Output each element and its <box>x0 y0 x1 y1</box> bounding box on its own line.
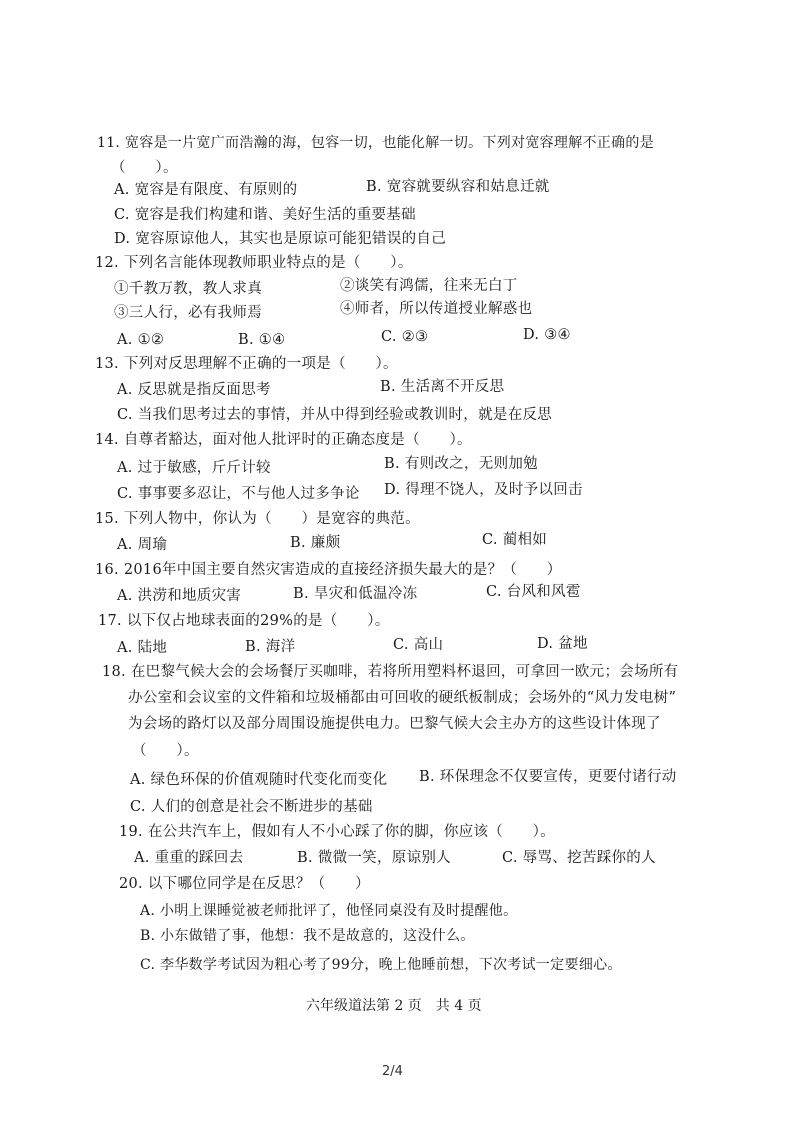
q11-stem-line1: 11. 宽容是一片宽广而浩瀚的海，包容一切，也能化解一切。下列对宽容理解不正确的是 <box>97 135 655 151</box>
q18-stem-line1: 18. 在巴黎气候大会的会场餐厅买咖啡，若将所用塑料杯退回，可拿回一欧元；会场所有 <box>102 664 679 680</box>
q13-option-c: C. 当我们思考过去的事情，并从中得到经验或教训时，就是在反思 <box>117 407 553 423</box>
q15-option-a: A. 周瑜 <box>117 537 168 553</box>
q15-stem: 15. 下列人物中，你认为（ ）是宽容的典范。 <box>95 511 420 527</box>
q11-option-d: D. 宽容原谅他人，其实也是原谅可能犯错误的自己 <box>114 231 447 247</box>
q13-stem: 13. 下列对反思理解不正确的一项是（ ）。 <box>95 356 398 372</box>
q18-stem-line4: （ ）。 <box>132 743 199 759</box>
q17-option-b: B. 海洋 <box>245 639 296 655</box>
page-footer: 六年级道法第 2 页 共 4 页 <box>306 998 482 1014</box>
q14-option-b: B. 有则改之，无则加勉 <box>384 456 538 472</box>
q20-option-c: C. 李华数学考试因为粗心考了99分，晚上他睡前想，下次考试一定要细心。 <box>140 957 622 973</box>
q19-stem: 19. 在公共汽车上，假如有人不小心踩了你的脚，你应该（ ）。 <box>119 824 556 840</box>
q13-option-a: A. 反思就是指反面思考 <box>117 382 271 398</box>
q14-option-d: D. 得理不饶人，及时予以回击 <box>384 482 583 498</box>
q17-option-a: A. 陆地 <box>117 640 168 656</box>
q11-option-b: B. 宽容就要纵容和姑息迁就 <box>366 179 550 195</box>
q18-option-c: C. 人们的创意是社会不断进步的基础 <box>130 799 373 815</box>
q17-option-c: C. 高山 <box>393 637 444 653</box>
q17-option-d: D. 盆地 <box>537 636 588 652</box>
q14-stem: 14. 自尊者豁达，面对他人批评时的正确态度是（ ）。 <box>95 432 472 448</box>
q18-stem-line2: 办公室和会议室的文件箱和垃圾桶都由可回收的硬纸板制成；会场外的“风力发电树” <box>128 690 677 706</box>
q12-statement-2: ②谈笑有鸿儒，往来无白丁 <box>340 278 518 294</box>
q19-option-a: A. 重重的踩回去 <box>134 850 244 866</box>
q12-option-a: A. ①② <box>117 332 165 348</box>
q18-option-a: A. 绿色环保的价值观随时代变化而变化 <box>130 772 388 788</box>
q12-stem: 12. 下列名言能体现教师职业特点的是（ ）。 <box>95 255 413 271</box>
q12-statement-1: ①千教万教，教人求真 <box>114 281 262 297</box>
q12-statement-4: ④师者，所以传道授业解惑也 <box>340 301 533 317</box>
q16-option-a: A. 洪涝和地质灾害 <box>117 588 242 604</box>
q19-option-b: B. 微微一笑，原谅别人 <box>297 850 451 866</box>
q14-option-a: A. 过于敏感，斤斤计较 <box>117 460 271 476</box>
q17-stem: 17. 以下仅占地球表面的29%的是（ ）。 <box>98 613 390 629</box>
q15-option-b: B. 廉颇 <box>290 535 341 551</box>
q16-option-b: B. 旱灾和低温冷冻 <box>293 586 418 602</box>
q13-option-b: B. 生活离不开反思 <box>380 379 505 395</box>
q20-option-a: A. 小明上课睡觉被老师批评了，他怪同桌没有及时提醒他。 <box>140 903 518 919</box>
q11-option-a: A. 宽容是有限度、有原则的 <box>114 182 298 198</box>
q12-option-d: D. ③④ <box>523 327 571 343</box>
page-indicator: 2/4 <box>382 1064 403 1079</box>
q11-stem-line2: （ ）。 <box>111 160 178 176</box>
q16-stem: 16. 2016年中国主要自然灾害造成的直接经济损失最大的是？（ ） <box>95 562 562 578</box>
q18-stem-line3: 为会场的路灯以及部分周围设施提供电力。巴黎气候大会主办方的这些设计体现了 <box>128 716 661 732</box>
q18-option-b: B. 环保理念不仅要宣传，更要付诸行动 <box>419 769 677 785</box>
q15-option-c: C. 蔺相如 <box>482 532 548 548</box>
q12-option-c: C. ②③ <box>381 329 429 345</box>
q12-statement-3: ③三人行，必有我师焉 <box>114 305 262 321</box>
q14-option-c: C. 事事要多忍让，不与他人过多争论 <box>117 486 360 502</box>
q16-option-c: C. 台风和风雹 <box>486 584 581 600</box>
q11-option-c: C. 宽容是我们构建和谐、美好生活的重要基础 <box>114 207 416 223</box>
q12-option-b: B. ①④ <box>238 332 286 348</box>
q19-option-c: C. 辱骂、挖苦踩你的人 <box>502 850 656 866</box>
q20-stem: 20. 以下哪位同学是在反思？（ ） <box>119 876 370 892</box>
q20-option-b: B. 小东做错了事，他想：我不是故意的，这没什么。 <box>140 928 475 944</box>
